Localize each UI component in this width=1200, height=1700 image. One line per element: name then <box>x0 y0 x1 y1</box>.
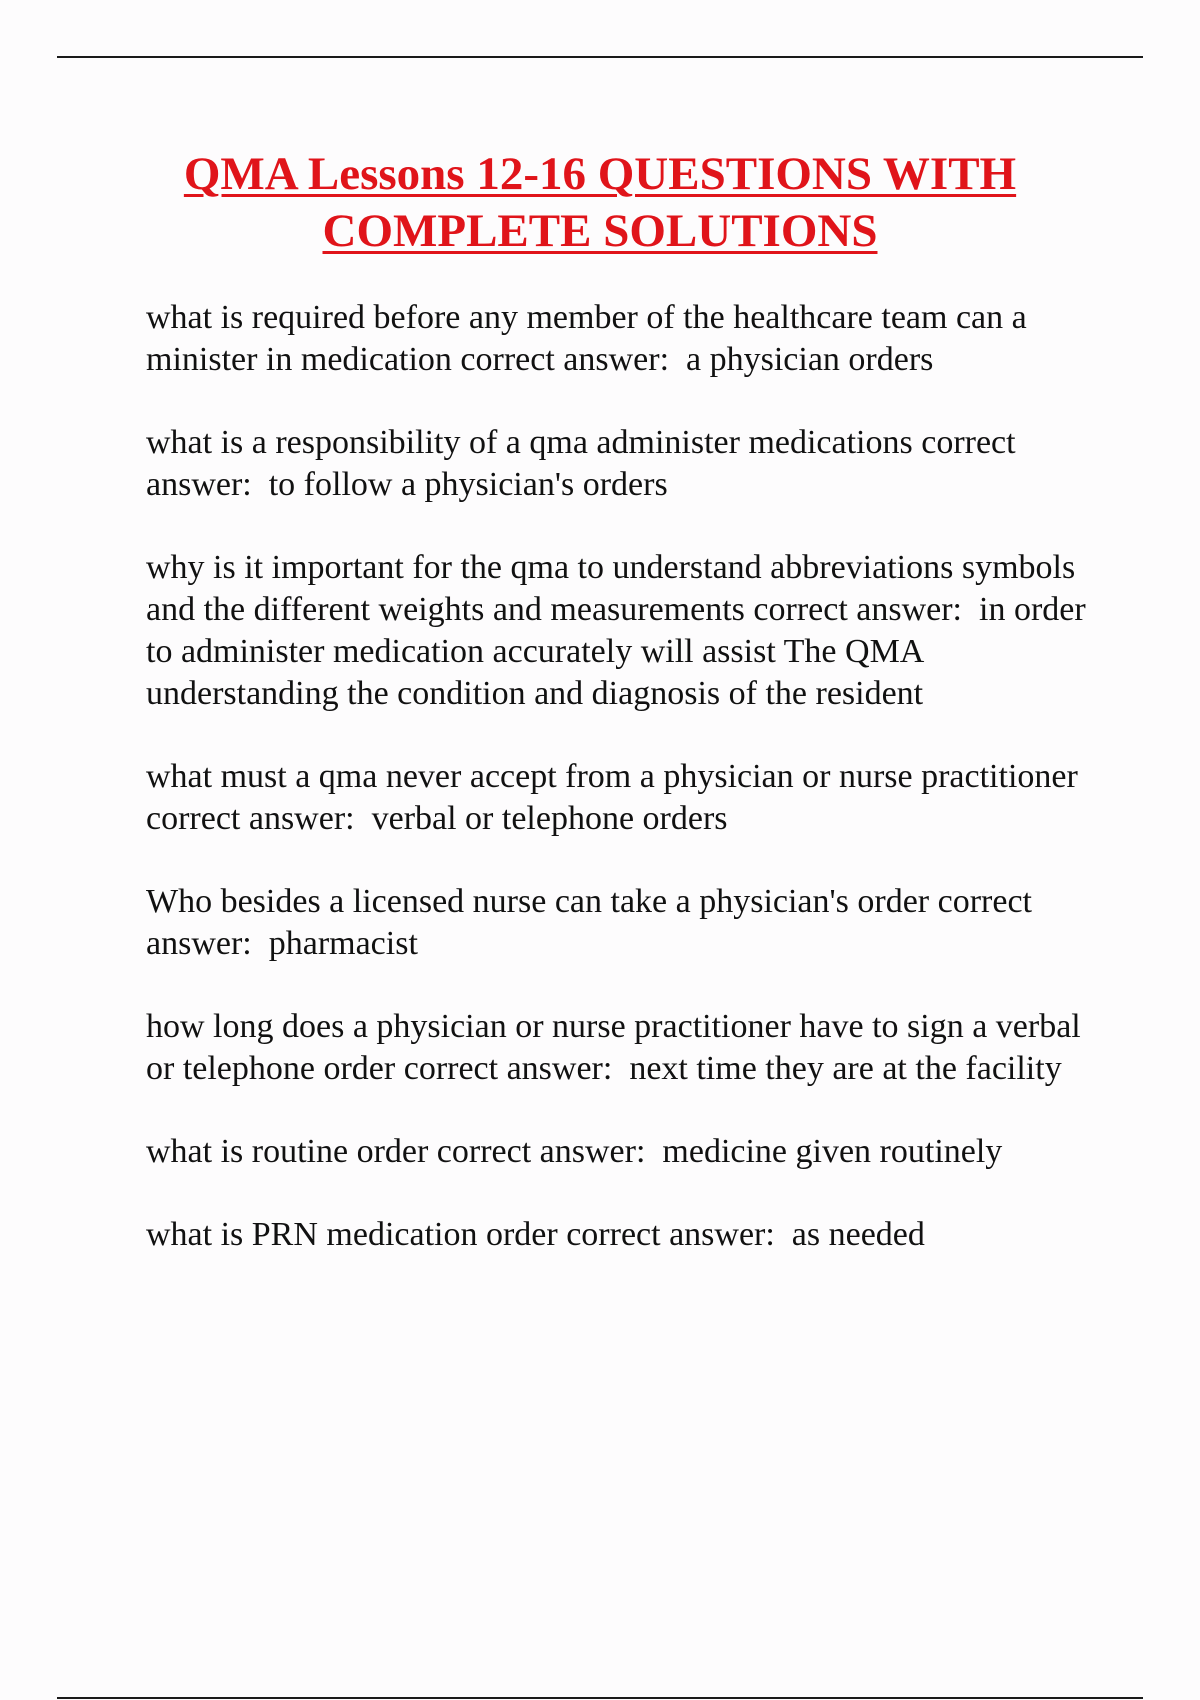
question-item: Who besides a licensed nurse can take a physician's order correct answer: pharmacist <box>146 883 1041 962</box>
title-line-1: QMA Lessons 12-16 QUESTIONS WITH <box>183 148 1017 200</box>
question-item: what is routine order correct answer: medicine given routinely <box>146 1133 1003 1170</box>
question-item: what is PRN medication order correct answer: as needed <box>146 1216 925 1253</box>
document-title <box>100 146 1100 260</box>
question-item: how long does a physician or nurse practitioner have to sign a verbal or telephone order correct answer: next time they are at the facility <box>146 1008 1090 1087</box>
top-rule <box>57 56 1143 58</box>
question-list <box>146 297 1106 1297</box>
question-item: what is required before any member of the healthcare team can a minister in medication correct answer: a physician orders <box>146 299 1036 378</box>
bottom-rule <box>57 1697 1143 1699</box>
title-line-2: COMPLETE SOLUTIONS <box>322 205 878 257</box>
question-item: why is it important for the qma to understand abbreviations symbols and the different weights and measurements correct answer: in order to administer medication accurately will assist The QMA understanding the condition and diagnosis of the resident <box>146 549 1095 712</box>
question-item: what is a responsibility of a qma administer medications correct answer: to follow a physician's orders <box>146 424 1025 503</box>
question-item: what must a qma never accept from a physician or nurse practitioner correct answer: verbal or telephone orders <box>146 758 1087 837</box>
